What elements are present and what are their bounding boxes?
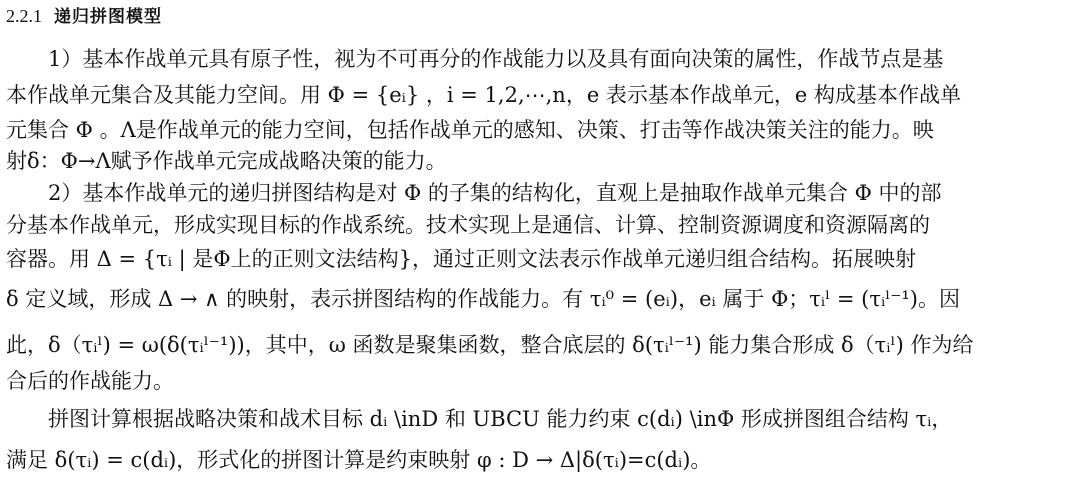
body-line: 此，δ（τᵢˡ) = ω(δ(τᵢˡ⁻¹))，其中，ω 函数是聚集函数，整合底层的 δ(τᵢˡ⁻¹) 能力集合形成 δ（τᵢˡ) 作为给 [6, 333, 974, 357]
body-line: 分基本作战单元，形成实现目标的作战系统。技术实现上是通信、计算、控制资源调度和资源隔离的 [6, 213, 930, 237]
section-heading [6, 4, 162, 29]
body-line: 容器。用 Δ = {τᵢ | 是Φ上的正则文法结构}，通过正则文法表示作战单元递归组合结构。拓展映射 [6, 247, 916, 271]
body-line: 元集合 Φ 。Λ是作战单元的能力空间，包括作战单元的感知、决策、打击等作战决策关注的能力。映 [6, 118, 934, 142]
section-title: 递归拼图模型 [54, 7, 162, 27]
body-line: 1）基本作战单元具有原子性，视为不可再分的作战能力以及具有面向决策的属性，作战节点是基 [6, 47, 944, 71]
body-line: 射δ：Φ→Λ赋予作战单元完成战略决策的能力。 [6, 149, 447, 173]
section-number: 2.2.1 [6, 6, 42, 26]
body-line: 满足 δ(τᵢ) = c(dᵢ)，形式化的拼图计算是约束映射 φ : D → Δ|δ(τᵢ)=c(dᵢ)。 [6, 448, 712, 472]
body-line: δ 定义域，形成 Δ → ∧ 的映射，表示拼图结构的作战能力。有 τᵢ⁰ = (eᵢ)，eᵢ 属于 Φ；τᵢˡ = (τᵢˡ⁻¹)。因 [6, 287, 961, 311]
body-line: 本作战单元集合及其能力空间。用 Φ = {eᵢ} ，i = 1,2,⋯,n，e 表示基本作战单元，e 构成基本作战单 [6, 83, 962, 107]
body-line: 拼图计算根据战略决策和战术目标 dᵢ \inD 和 UBCU 能力约束 c(dᵢ) \inΦ 形成拼图组合结构 τᵢ， [6, 407, 953, 431]
body-line: 合后的作战能力。 [6, 369, 174, 393]
body-line: 2）基本作战单元的递归拼图结构是对 Φ 的子集的结构化，直观上是抽取作战单元集合 Φ 中的部 [6, 181, 942, 205]
